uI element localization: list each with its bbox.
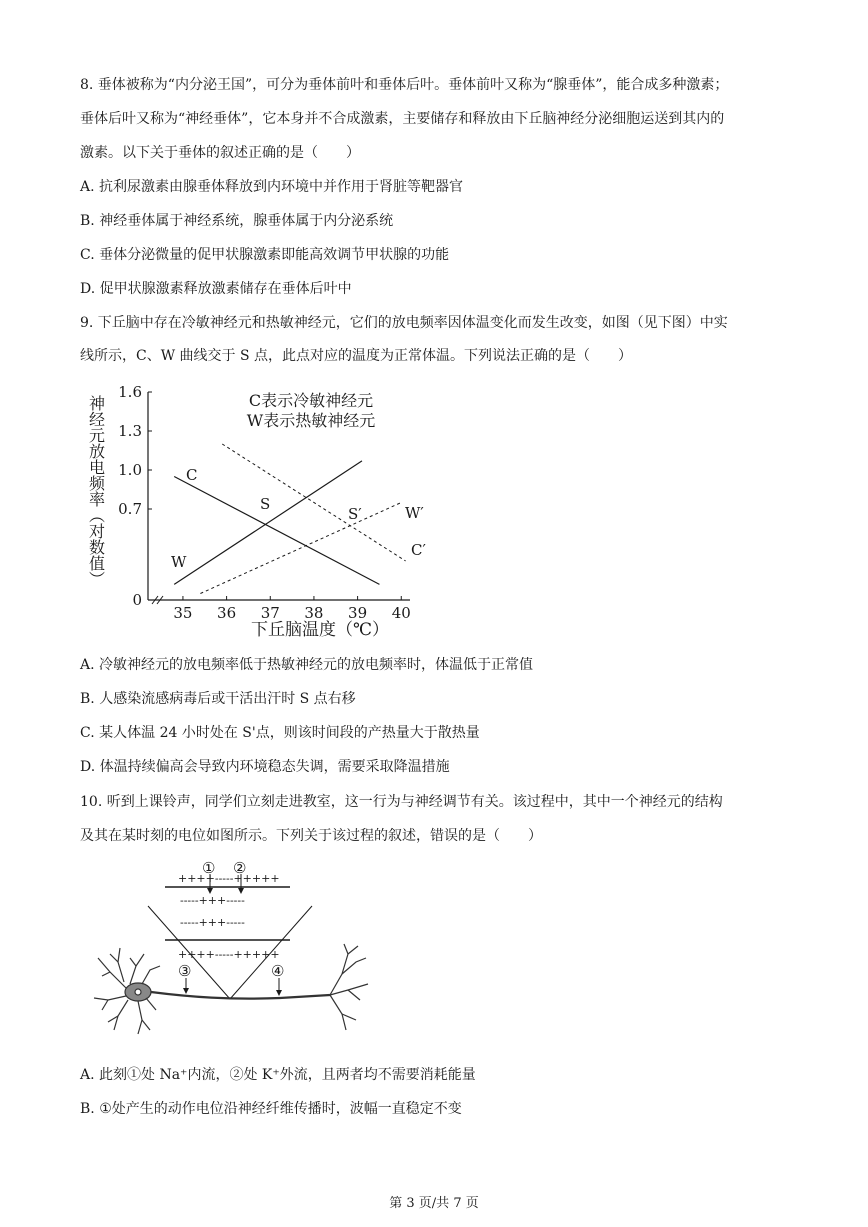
neuron-potential-figure [80, 854, 380, 1049]
page-footer: 第 3 页/共 7 页 [389, 1196, 479, 1211]
q9-stem-line-1: 9. 下丘脑中存在冷敏神经元和热敏神经元，它们的放电频率因体温变化而发生改变，如图（见下图）中实 [80, 315, 728, 331]
charge-row-outer-top: ++++-----+++++ [178, 872, 280, 885]
y-tick-label: 0.7 [118, 500, 142, 518]
charge-row-inner-top: -----+++----- [180, 894, 245, 907]
q8-option-d: D. 促甲状腺激素释放激素储存在垂体后叶中 [80, 281, 352, 297]
series-line-1 [174, 461, 362, 585]
q10-option-a: A. 此刻①处 Na⁺内流，②处 K⁺外流，且两者均不需要消耗能量 [80, 1067, 476, 1083]
arrow-head-icon [276, 990, 282, 996]
x-tick-label: 38 [304, 604, 324, 622]
q10-stem-line-2: 及其在某时刻的电位如图所示。下列关于该过程的叙述，错误的是（ ） [80, 828, 542, 844]
point-label-s: S [260, 495, 271, 513]
q9-option-c: C. 某人体温 24 小时处在 S'点，则该时间段的产热量大于散热量 [80, 725, 480, 741]
charge-row-inner-bottom: -----+++----- [180, 916, 245, 929]
series-label-c: C [186, 466, 198, 484]
q8-stem-line-1: 8. 垂体被称为“内分泌王国”，可分为垂体前叶和垂体后叶。垂体前叶又称为“腺垂体”，能合成多种激素； [80, 77, 729, 93]
x-axis-label: 下丘脑温度（℃） [250, 620, 390, 640]
series-label-w-prime: W′ [405, 504, 424, 522]
x-tick-label: 37 [260, 604, 280, 622]
q8-option-a: A. 抗利尿激素由腺垂体释放到内环境中并作用于肾脏等靶器官 [80, 179, 464, 195]
q10-stem-line-1: 10. 听到上课铃声，同学们立刻走进教室，这一行为与神经调节有关。该过程中，其中一个神经元的结构 [80, 794, 723, 810]
series-label-w: W [171, 553, 187, 571]
marker-2: ② [233, 859, 247, 877]
x-tick-label: 36 [217, 604, 237, 622]
q9-stem-line-2: 线所示，C、W 曲线交于 S 点，此点对应的温度为正常体温。下列说法正确的是（ ） [80, 348, 633, 364]
q8-option-b: B. 神经垂体属于神经系统，腺垂体属于内分泌系统 [80, 213, 394, 229]
q9-option-b: B. 人感染流感病毒后或干活出汗时 S 点右移 [80, 691, 356, 707]
marker-4: ④ [271, 962, 285, 980]
marker-3: ③ [178, 962, 192, 980]
q8-stem-line-3: 激素。以下关于垂体的叙述正确的是（ ） [80, 145, 360, 161]
q10-option-b: B. ①处产生的动作电位沿神经纤维传播时，波幅一直稳定不变 [80, 1101, 462, 1117]
point-label-s-prime: S′ [348, 505, 362, 523]
legend-cold: C表示冷敏神经元 [248, 391, 374, 410]
neuron-cell-body [94, 948, 160, 1034]
axon-terminals [330, 944, 368, 1030]
q9-option-d: D. 体温持续偏高会导致内环境稳态失调，需要采取降温措施 [80, 759, 450, 775]
y-tick-label: 1.6 [118, 383, 142, 401]
axon [151, 992, 330, 999]
q8-stem-line-2: 垂体后叶又称为“神经垂体”，它本身并不合成激素，主要储存和释放由下丘脑神经分泌细胞运送到其内的 [80, 111, 725, 127]
y-axis-label: 神经元放电频率（对数值） [86, 395, 106, 587]
neuron-firing-chart [78, 380, 428, 645]
series-line-0 [174, 477, 379, 585]
legend-warm: W表示热敏神经元 [246, 411, 376, 430]
marker-1: ① [202, 859, 216, 877]
y-tick-label: 0 [132, 591, 142, 609]
q8-option-c: C. 垂体分泌微量的促甲状腺激素即能高效调节甲状腺的功能 [80, 247, 450, 263]
series-line-2 [222, 444, 405, 561]
y-tick-label: 1.3 [118, 422, 142, 440]
arrow-head-icon [183, 988, 189, 994]
x-tick-label: 39 [348, 604, 368, 622]
y-tick-label: 1.0 [118, 461, 142, 479]
q9-option-a: A. 冷敏神经元的放电频率低于热敏神经元的放电频率时，体温低于正常值 [80, 657, 534, 673]
x-tick-label: 35 [173, 604, 193, 622]
x-tick-label: 40 [391, 604, 411, 622]
series-label-c-prime: C′ [411, 541, 426, 559]
charge-row-outer-bottom: ++++-----+++++ [178, 948, 280, 961]
